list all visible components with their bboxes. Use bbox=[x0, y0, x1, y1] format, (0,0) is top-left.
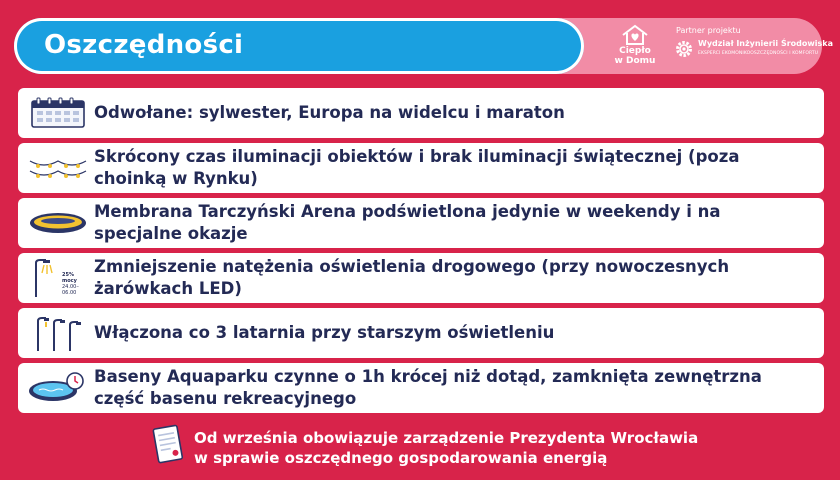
list-item bbox=[18, 88, 824, 138]
pool-clock-icon bbox=[27, 371, 89, 405]
partner-block bbox=[674, 26, 833, 59]
item-text: Baseny Aquaparku czynne o 1h krócej niż dotąd, zamknięta zewnętrzna część basenu rekreacyjnego bbox=[94, 367, 762, 408]
item-text: Zmniejszenie natężenia oświetlenia drogowego (przy nowoczesnych żarówkach LED) bbox=[94, 257, 730, 298]
string-lights-icon bbox=[28, 153, 88, 183]
list-item bbox=[18, 253, 824, 303]
document-icon bbox=[150, 424, 186, 466]
savings-list bbox=[18, 88, 824, 418]
page-title: Oszczędności bbox=[44, 30, 244, 60]
list-item bbox=[18, 143, 824, 193]
logo-line2: w Domu bbox=[614, 56, 656, 66]
stadium-icon bbox=[28, 208, 88, 238]
footer-line1: Od września obowiązuje zarządzenie Prezydenta Wrocławia bbox=[194, 429, 699, 447]
cieplo-w-domu-logo bbox=[608, 24, 662, 70]
partner-label: Partner projektu bbox=[676, 26, 741, 35]
item-text: Membrana Tarczyński Arena podświetlona jedynie w weekendy i na specjalne okazje bbox=[94, 202, 721, 243]
footer-line2: w sprawie oszczędnego gospodarowania energią bbox=[194, 449, 608, 467]
partner-subtitle: EKSPERCI EKOMONIKOOSZCZĘDNOŚCI I KOMFORTU bbox=[698, 51, 819, 56]
calendar-icon bbox=[28, 96, 88, 130]
house-heart-icon bbox=[620, 24, 650, 46]
list-item bbox=[18, 363, 824, 413]
logo-line1: Ciepło bbox=[619, 46, 651, 56]
item-text: Skrócony czas iluminacji obiektów i brak iluminacji świątecznej (poza choinką w Rynku) bbox=[94, 147, 740, 188]
item-text: Włączona co 3 latarnia przy starszym oświetleniu bbox=[94, 323, 555, 342]
badge-line1: 25% mocy bbox=[62, 272, 77, 284]
list-item bbox=[18, 198, 824, 248]
dimming-badge bbox=[62, 272, 90, 296]
gear-logo-icon bbox=[674, 39, 694, 59]
item-text: Odwołane: sylwester, Europa na widelcu i maraton bbox=[94, 103, 565, 122]
partner-name: Wydział Inżynierii Środowiska bbox=[698, 39, 833, 48]
three-street-lamps-icon bbox=[28, 313, 88, 353]
list-item bbox=[18, 308, 824, 358]
footer-note bbox=[150, 424, 710, 470]
badge-line2: 24.00–06.00 bbox=[62, 284, 79, 296]
